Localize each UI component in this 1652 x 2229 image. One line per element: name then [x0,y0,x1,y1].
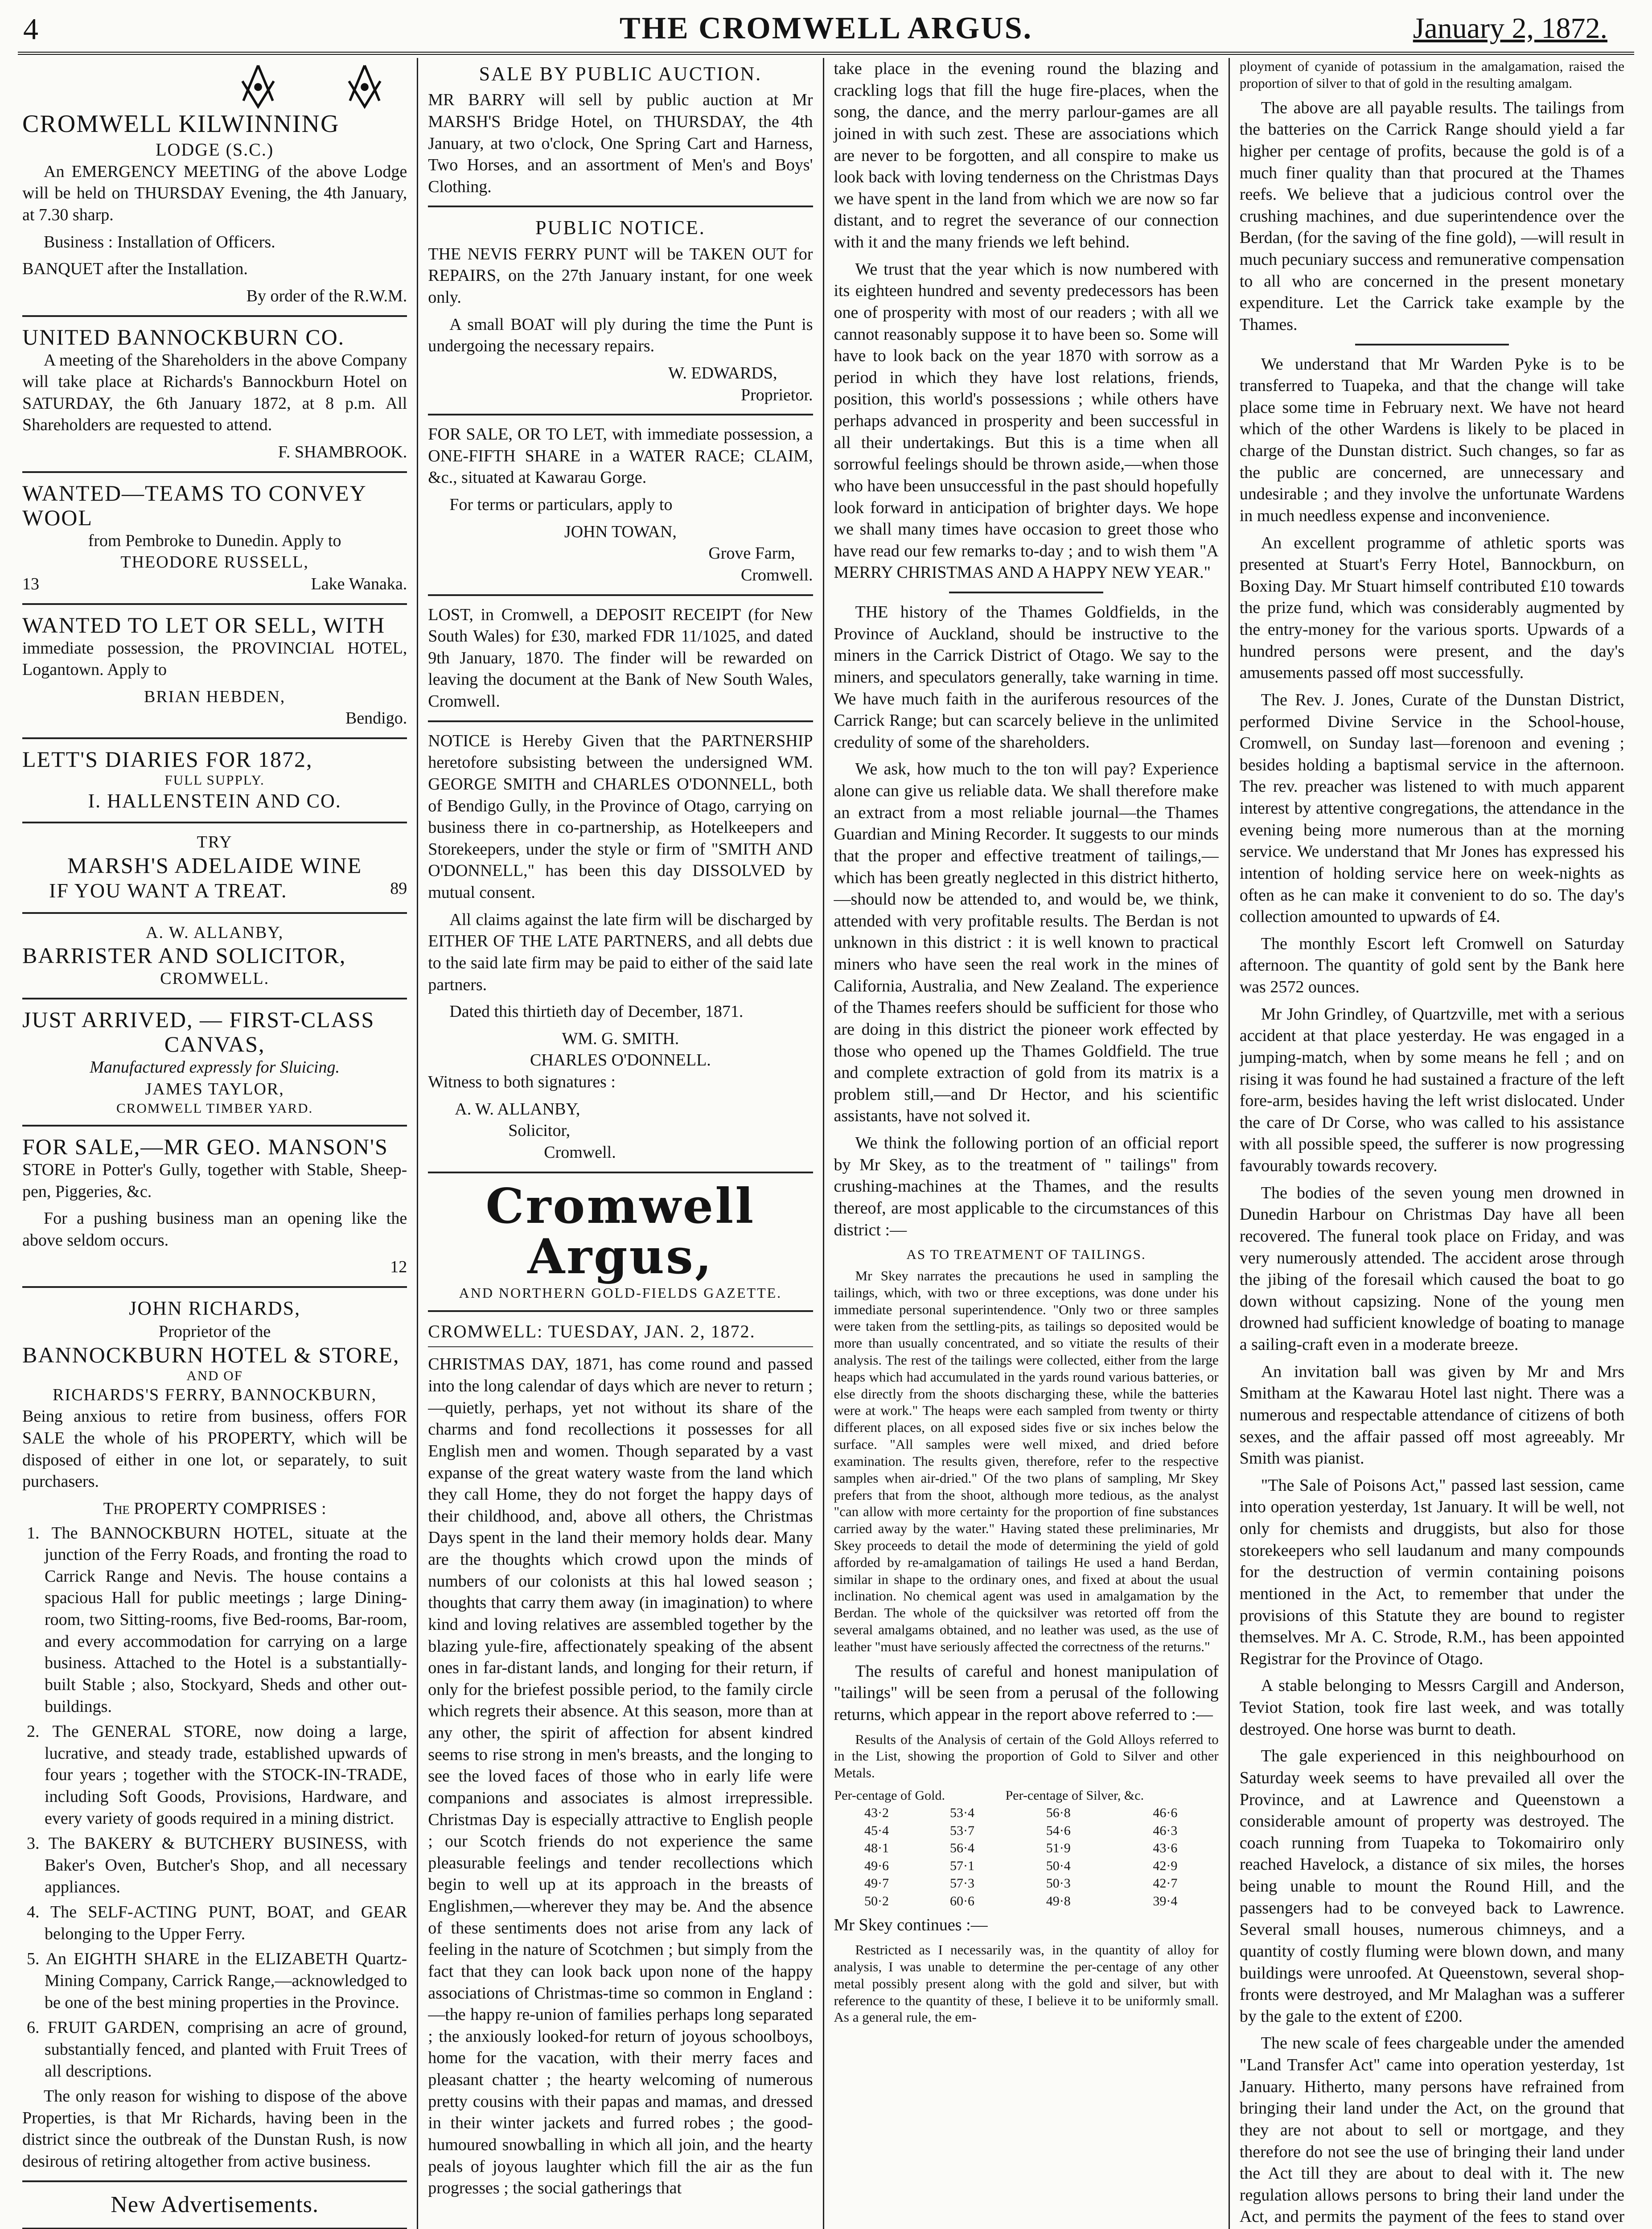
bannockburn-co-ad [22,325,407,463]
above-paragraph: The above are all payable results. The tailings from the batteries on the Carrick Range should yield a far higher per centage of profits, because the gold is of a much finer quality than that procured at the Thames reefs. We believe that a judicious control over the crushing machines, and due superintendence over the Berdan, (for the saving of the fine gold), —will result in much pecuniary success and remunerative compensation to all who are concerned in the present monetary expenditure. Let the Carrick take example by the Thames. [1239,98,1624,334]
richards-reason: The only reason for wishing to dispose of the above Properties, is that Mr Richards, having been in the district since the outbreak of the Dunstan Rush, is now desirous of retiring altogether from active business. [22,2087,407,2171]
richards-and: AND OF [186,1368,243,1384]
wanted-teams-title: WANTED—TEAMS TO CONVEY WOOL [22,480,366,530]
allanby-ad [22,922,407,990]
gold-alloy-table [834,1787,1219,1910]
bannockburn-co-sign: F. SHAMBROOK. [278,443,407,462]
richards-ferry: RICHARDS'S FERRY, BANNOCKBURN, [53,1385,377,1404]
kilwinning-title: CROMWELL KILWINNING [22,110,340,138]
column-1 [18,58,417,2229]
column-2 [417,58,822,2229]
marsh-try: TRY [197,833,233,852]
masthead [18,9,1634,55]
canvas-place: CROMWELL TIMBER YARD. [116,1100,313,1116]
letts-diaries-ad [22,747,407,814]
manson-ad [22,1135,407,1278]
table-header-gold: Per-centage of Gold. [834,1788,945,1803]
table-row: 48·1 56·4 51·9 43·6 [864,1841,1178,1856]
richards-property-list [22,1522,407,2082]
share-place1: Grove Farm, [708,544,795,563]
let-sell-name: BRIAN HEBDEN, [144,687,286,706]
news-item: Mr John Grindley, of Quartzville, met with a serious accident at that place yesterday. He was engaged in a jumping-match, when by some means he fell ; and on rising it was found he had sustained a fracture of the left fore-arm, besides having the left wrist dislocated. Under the care of Dr Corse, who was called to his assistance with all possible speed, the sufferer is now progressing favourably towards recovery. [1239,1004,1624,1175]
news-item: The Rev. J. Jones, Curate of the Dunstan District, performed Divine Service in the School-house, Cromwell, on Sunday last—forenoon and evening ; besides holding a baptismal service in the afternoon. The rev. preacher was listened to with much apparent interest by attentive congregations, the attendance in the evening being more numerous than at the morning service. We understand that Mr Jones has expressed his intention of holding service here on week-nights as often as he can make it convenient to do so. The day's collection amounted to upwards of £4. [1239,690,1624,926]
canvas-sub: Manufactured expressly for Sluicing. [90,1057,340,1077]
canvas-title: JUST ARRIVED, — FIRST-CLASS [22,1007,375,1032]
ployment-paragraph: ployment of cyanide of potassium in the amalgamation, raised the proportion of silver to that of gold in the resulting amalgam. [1239,58,1624,91]
kilwinning-lodge-ad [22,62,407,307]
property-item: 5. An EIGHTH SHARE in the ELIZABETH Quartz-Mining Company, Carrick Range,—acknowledged to be one of the best mining properties in the Province. [27,1949,407,2012]
share-name: JOHN TOWAN, [564,522,677,541]
news-item: The monthly Escort left Cromwell on Saturday afternoon. The quantity of gold sent by the Bank here was 2572 ounces. [1239,934,1624,996]
restricted-paragraph: Restricted as I necessarily was, in the quantity of alloy for analysis, I was unable to determine the per-centage of any other metal possibly present along with the gold and silver, but with reference to the quantity of these, I believe it to be uniformly small. As a general rule, the em- [834,1942,1219,2025]
manson-body2: For a pushing business man an opening like the above seldom occurs. [22,1209,407,1250]
news-item: "The Sale of Poisons Act," passed last session, came into operation yesterday, 1st January. It will be well, not only for chemists and druggists, but also for those storekeepers who sell laudanum and many compounds for the destruction of vermin containing poisons mentioned in the Act, to remember that under the provisions of this Statute they are bound to register themselves. Mr A. C. Strode, R.M., has been appointed Registrar for the Province of Otago. [1239,1476,1624,1668]
public-notice-role: Proprietor. [741,385,813,404]
property-item: 4. The SELF-ACTING PUNT, BOAT, and GEAR belonging to the Upper Ferry. [27,1903,407,1943]
christmas-article: CHRISTMAS DAY, 1871, has come round and passed into the long calendar of days which are never to return ;—quietly, perhaps, yet not without its share of the charms and fond recollections it possesses for all English men and women. Though separated by a vast expanse of the great watery waste from the land which they call Home, they do not forget the happy days of their childhood, and, above all others, the Christmas Days spent in the land their memory holds dear. Many are the thoughts which crowd upon the minds of numbers of our colonists at this hal lowed season ; thoughts that carry them away (in imagination) to where kind and loving relatives are assembled together by the blazing yule-fire, affectionately speaking of the absent ones in far-distant lands, and longing for their return, if only for the briefest possible period, to the family circle which regrets their absence. At this season, more than at any other, the spirit of affection for absent kindred seems to rise strong in men's breasts, and the longing to see the loved faces of those who in early life were companions and associates is almost irrepressible. Christmas Day is especially attractive to English people ; our Scotch friends do not experience the same pleasurable feelings and tender recollections which begin to well up at its approach in the breasts of Englishmen,—wherever they may be. And the absence of these sentiments does not arise from any lack of feeling in the nature of Scotchmen ; but simply from the fact that they can look back upon none of the happy associations of Christmas-time so common in England :—the happy re-union of families perhaps long separated ; the anxiously looked-for return of joyous schoolboys, home for the vacation, with their merry faces and pleasant chatter ; the hearty welcoming of numerous pretty cousins with their papas and mamas, and dressed in their winter jackets and furred robes ; the good-humoured snowballing in which all join, and the hearty peals of joyous laughter which fill the air as the fun progresses ; the social gatherings that [428,1355,813,2198]
public-notice-body2: A small BOAT will ply during the time the Punt is undergoing the necessary repairs. [428,315,813,356]
news-item: We understand that Mr Warden Pyke is to be transferred to Tuapeka, and that the change will take place some time in February next. We have not heard which of the other Wardens is likely to be placed in charge of the Dunstan district. Such changes, so far as the public are concerned, are unnecessary and undesirable ; and they involve the unfortunate Wardens in much needless expense and inconvenience. [1239,354,1624,525]
canvas-title2: CANVAS, [164,1031,265,1057]
masonic-emblem-icon-2 [340,62,389,111]
partnership-body: NOTICE is Hereby Given that the PARTNERSHIP heretofore subsisting between the undersigned WM. GEORGE SMITH and CHARLES O'DONNELL, both of Bendigo Gully, in the Province of Otago, carrying on business there in co-partnership, as Hotelkeepers and Storekeepers, under the style or firm of "SMITH AND O'DONNELL," has been this day DISSOLVED by mutual consent. [428,731,813,902]
canvas-ad [22,1008,407,1117]
share-body: FOR SALE, OR TO LET, with immediate possession, a ONE-FIFTH SHARE in a WATER RACE; CLAIM, &c., situated at Kawarau Gorge. [428,425,813,487]
allanby-title: BARRISTER AND SOLICITOR, [22,943,346,968]
partnership-witness-role: Solicitor, [508,1121,571,1140]
kilwinning-subtitle: LODGE (S.C.) [156,139,274,160]
canvas-name: JAMES TAYLOR, [145,1079,284,1098]
partnership-sig2: CHARLES O'DONNELL. [530,1051,711,1070]
thames-paragraph-3: We think the following portion of an official report by Mr Skey, as to the treatment of " tailings" from crushing-machines at the Thames, and the results thereof, are most applicable to the circumstances of this district :— [834,1134,1219,1239]
newspaper-title: THE CROMWELL ARGUS. [619,11,1033,45]
let-sell-title: WANTED TO LET OR SELL, WITH [22,612,386,637]
wanted-teams-name: THEODORE RUSSELL, [120,553,309,572]
kilwinning-body: An EMERGENCY MEETING of the above Lodge will be held on THURSDAY Evening, the 4th January, at 7.30 sharp. [22,162,407,225]
property-item: 6. FRUIT GARDEN, comprising an acre of ground, substantially fenced, and planted with Fruit Trees of all descriptions. [27,2018,407,2081]
partnership-body2: All claims against the late firm will be discharged by EITHER OF THE LATE PARTNERS, and all debts due to the said late firm may be paid to either of the said late partners. [428,910,813,994]
news-item: An excellent programme of athletic sports was presented at Stuart's Ferry Hotel, Bannockburn, on Boxing Day. Mr Stuart himself contributed £10 towards the prize fund, which was considerably augmented by the entry-money for the various sports. Upwards of a hundred persons were present, and the day's amusements passed off most successfully. [1239,533,1624,683]
thames-paragraph-2: We ask, how much to the ton will pay? Experience alone can give us reliable data. We shall therefore make an extract from a most reliable journal—the Thames Guardian and Mining Recorder. It suggests to our minds that the proper and effective treatment of tailings,—which has been greatly neglected in this district hitherto, —should now be attended to, and would be, we think, attended with very profitable results. The Berdan is not unknown in this district : it is well known to practical miners who have seen the real work in the mines of California, Australia, and New Zealand. The experience of the Thames reefers should be sufficient for those who are doing in this district the pioneer work effected by those who opened up the Thames Goldfield. The true and complete extraction of gold from its matrix is a problem still,—and Dr Hector, and his scientific assistants, have not solved it. [834,760,1219,1126]
marsh-line2: IF YOU WANT A TREAT. [49,879,288,902]
kilwinning-business: Business : Installation of Officers. [44,232,275,251]
table-header-silver: Per-centage of Silver, &c. [1005,1788,1144,1803]
bannockburn-co-body: A meeting of the Shareholders in the above Company will take place at Richards's Bannockburn Hotel on SATURDAY, the 6th January 1872, at 8 p.m. All Shareholders are requested to attend. [22,350,407,435]
letts-sub: FULL SUPPLY. [164,772,265,788]
argus-masthead-sub: AND NORTHERN GOLD-FIELDS GAZETTE. [459,1285,782,1301]
wanted-teams-body: from Pembroke to Dunedin. Apply to [88,531,341,550]
allanby-place: CROMWELL. [160,969,270,988]
thames-paragraph-1: THE history of the Thames Goldfields, in the Province of Auckland, should be instructive to the miners in the Carrick District of Otago. We say to the miners, and speculators generally, take warning in time. We have much faith in the auriferous resources of the Carrick Range; but can scarcely believe in the unlimited credulity of some of the shareholders. [834,603,1219,752]
public-notice-body: THE NEVIS FERRY PUNT will be TAKEN OUT for REPAIRS, on the 27th January instant, for one week only. [428,244,813,307]
bannockburn-co-title: UNITED BANNOCKBURN CO. [22,324,345,350]
partnership-dated: Dated this thirtieth day of December, 1871. [449,1002,744,1021]
argus-masthead-title: Cromwell Argus, [485,1178,756,1285]
richards-ad [22,1296,407,2172]
kilwinning-sign: By order of the R.W.M. [246,286,407,305]
table-row: 49·7 57·3 50·3 42·7 [864,1876,1178,1891]
news-item: A stable belonging to Messrs Cargill and Anderson, Teviot Station, took fire last week, and was totally destroyed. One horse was burnt to death. [1239,1676,1624,1739]
issue-date: January 2, 1872. [1413,12,1607,45]
partnership-ad [428,730,813,1164]
share-body2: For terms or particulars, apply to [449,495,673,514]
partnership-sig1: WM. G. SMITH. [562,1029,679,1048]
richards-name: JOHN RICHARDS, [129,1297,301,1320]
skey-continues: Mr Skey continues :— [834,1916,988,1935]
wanted-teams-place: Lake Wanaka. [311,574,407,593]
tailings-heading: AS TO TREATMENT OF TAILINGS. [906,1246,1146,1263]
partnership-witness: Witness to both signatures : [428,1073,616,1091]
public-notice-name: W. EDWARDS, [668,363,777,382]
argus-masthead [428,1178,813,1303]
manson-body: STORE in Potter's Gully, together with Stable, Sheep-pen, Piggeries, &c. [22,1160,407,1201]
auction-body: MR BARRY will sell by public auction at Mr MARSH'S Bridge Hotel, on THURSDAY, the 4th January, at two o'clock, One Spring Cart and Harness, Two Horses, and an assortment of Men's and Boys' Clothing. [428,90,813,196]
partnership-witness-name: A. W. ALLANBY, [455,1099,580,1119]
news-item: The new scale of fees chargeable under the amended "Land Transfer Act" came into operation yesterday, 1st January. Hitherto, many persons have refrained from bringing their land under the Act, on the ground that they are not about to sell or mortgage, and they therefore do not see the use of bringing their land under the Act till they are about to deal with it. The new regulation allows persons to bring their land under the Act, and permits the payment of the fees to stand over [1239,2034,1624,2226]
tailings-body: Mr Skey narrates the precautions he used in sampling the tailings, which, with two or three exceptions, was done under his immediate personal superintendence. "Only two or three samples were taken from the settling-pits, as tailings so deposited would be more than usually concentrated, and so vitiate the results of their analysis. The rest of the tailings were collected, either from the large heaps which had accumulated in the yards round various batteries, or else directly from the shoots discharging these, while the batteries were at work." The heaps were each sampled from twenty or thirty different places, on all exposed sides five or six inches below the surface. "All samples were well mixed, and dried before examination. The results given, therefore, refer to the respective samples when air-dried." Of the two plans of sampling, Mr Skey prefers that from the shoot, although more tedious, as the analyst "can allow with more certainty for the proportion of fine substances carried away by the water." Having stated these preliminaries, Mr Skey proceeds to detail the mode of determining the yield of gold afforded by re-amalgamation of tailings He used a hand Berdan, similar in shape to the ordinary ones, and fixed at about the usual inclination. No chemical agent was used in amalgamation by the Berdan. The whole of the quicksilver was retorted off from the several amalgams obtained, and no leather was used, as the use of leather "must have seriously affected the correctness of the returns." [834,1267,1219,1654]
page-number: 4 [23,12,38,46]
richards-title: BANNOCKBURN HOTEL & STORE, [22,1342,400,1368]
share-ad [428,424,813,586]
public-notice-ad [428,215,813,406]
kilwinning-banquet: BANQUET after the Installation. [22,259,248,279]
christmas-article-cont2: We trust that the year which is now numbered with its eighteen hundred and seventy predecessors has been one of prosperity with most of our readers ; with all we cannot reasonably suppose it to have been so. Some will have to look back on the year 1870 with sorrow as a period in which they have lost relations, friends, position, this world's possessions ; while others have perhaps advanced in prosperity and been successful in all their undertakings. But this is a time when all sorrowful feelings should be thrown aside,—when those who have been unsuccessful in the past should hopefully look forward in anticipation of brighter days. We hope we shall many times have occasion to greet those who have read our few remarks to-day ; and to wish them "A MERRY CHRISTMAS AND A HAPPY NEW YEAR." [834,259,1219,582]
table-row: 45·4 53·7 54·6 46·3 [864,1823,1178,1838]
marsh-line1: MARSH'S ADELAIDE WINE [67,852,362,878]
auction-head: SALE BY PUBLIC AUCTION. [479,63,762,85]
editorial-dateline: CROMWELL: TUESDAY, JAN. 2, 1872. [428,1320,813,1347]
marsh-wine-ad [22,831,407,904]
news-item: The bodies of the seven young men drowned in Dunedin Harbour on Christmas Day have all been recovered. The funeral took place on Friday, and was very numerously attended. The accident arose through the jibing of the foresail which caused the boat to go down without capsizing. None of the young men drowned had sufficient knowledge of boating to manage a sailing-craft even in a moderate breeze. [1239,1183,1624,1354]
wanted-teams-num: 13 [22,574,39,593]
lost-ad [428,604,813,712]
columns [18,58,1634,2229]
property-item: 2. The GENERAL STORE, now doing a large, lucrative, and steady trade, established upwards of four years ; together with the STOCK-IN-TRADE, including Soft Goods, Provisions, Hardware, and every variety of goods required in a mining district. [27,1722,407,1828]
news-item: The gale experienced in this neighbourhood on Saturday week seems to have prevailed all over the Province, and at Lawrence and Queenstown a considerable amount of property was destroyed. The coach running from Tuapeka to Tokomairiro only reached Havelock, a distance of six miles, the horses being unable to mount the Round Hill, and the passengers had to be conveyed back to Lawrence. Several small houses, numerous chimneys, and a quantity of costly fluming were blown down, and many buildings were unroofed. At Queenstown, several shop-fronts were destroyed, and Mr Malaghan was a sufferer by the gale to the extent of £200. [1239,1747,1624,2026]
marsh-num: 89 [390,879,407,898]
partnership-witness-place: Cromwell. [544,1143,616,1162]
richards-prop: Proprietor of the [159,1322,271,1341]
table-row: 43·2 53·4 56·8 46·6 [864,1805,1178,1821]
richards-body: Being anxious to retire from business, offers FOR SALE the whole of his PROPERTY, which will be disposed of either in one lot, or separately, to suit purchasers. [22,1407,407,1491]
lost-body: LOST, in Cromwell, a DEPOSIT RECEIPT (for New South Wales) for £30, marked FDR 11/1025, and dated 9th January, 1870. The finder will be rewarded on leaving the document at the Bank of New South Wales, Cromwell. [428,605,813,711]
column-4 [1229,58,1634,2229]
let-sell-place: Bendigo. [345,709,407,728]
auction-ad [428,62,813,197]
manson-title: FOR SALE,—MR GEO. MANSON'S [22,1134,388,1159]
results-paragraph: The results of careful and honest manipulation of "tailings" will be seen from a perusal of the following returns, which appear in the report above referred to :— [834,1661,1219,1724]
public-notice-head: PUBLIC NOTICE. [535,217,706,239]
share-place2: Cromwell. [741,565,813,584]
table-row: 50·2 60·6 49·8 39·4 [864,1893,1178,1908]
letts-title: LETT'S DIARIES FOR 1872, [22,747,313,772]
let-sell-ad [22,613,407,730]
wanted-teams-ad [22,481,407,595]
column-3 [823,58,1229,2229]
table-row: 49·6 57·1 50·4 42·9 [864,1858,1178,1873]
masonic-emblem-icon [234,62,283,111]
letts-name: I. HALLENSTEIN AND CO. [88,790,341,812]
let-sell-body: immediate possession, the PROVINCIAL HOTEL, Logantown. Apply to [22,638,407,679]
new-advertisements-heading: New Advertisements. [111,2192,319,2217]
table-caption: Results of the Analysis of certain of the Gold Alloys referred to in the List, showing the proportion of Gold to Silver and other Metals. [834,1731,1219,1781]
allanby-name: A. W. ALLANBY, [146,923,284,942]
manson-num: 12 [390,1258,407,1277]
news-item: An invitation ball was given by Mr and Mrs Smitham at the Kawarau Hotel last night. There was a numerous and respectable attendance of citizens of both sexes, and the affair passed off most agreeably. Mr Smith was pianist. [1239,1362,1624,1468]
property-item: 3. The BAKERY & BUTCHERY BUSINESS, with Baker's Oven, Butcher's Shop, and all necessary appliances. [27,1834,407,1896]
christmas-article-cont: take place in the evening round the blazing and crackling logs that fill the huge fire-places, when the song, the dance, and the merry parlour-games are all joined in with such zest. These are associations which are never to be forgotten, and all conspire to make us look back with loving tenderness on the Christmas Days we have spent in the land from which we are now so far distant, and to regret the severance of our connection with it and the many friends we left behind. [834,59,1219,251]
richards-comprises: The PROPERTY COMPRISES : [103,1499,326,1518]
property-item: 1. The BANNOCKBURN HOTEL, situate at the junction of the Ferry Roads, and fronting the road to Carrick Range and Nevis. The house contains a spacious Hall for public meetings ; large Dining-room, two Sitting-rooms, five Bed-rooms, Bar-room, and every accommodation for carrying on a large business. Attached to the Hotel is a substantially-built Stable ; also, Stockyard, Sheds and other out-buildings. [27,1523,407,1716]
